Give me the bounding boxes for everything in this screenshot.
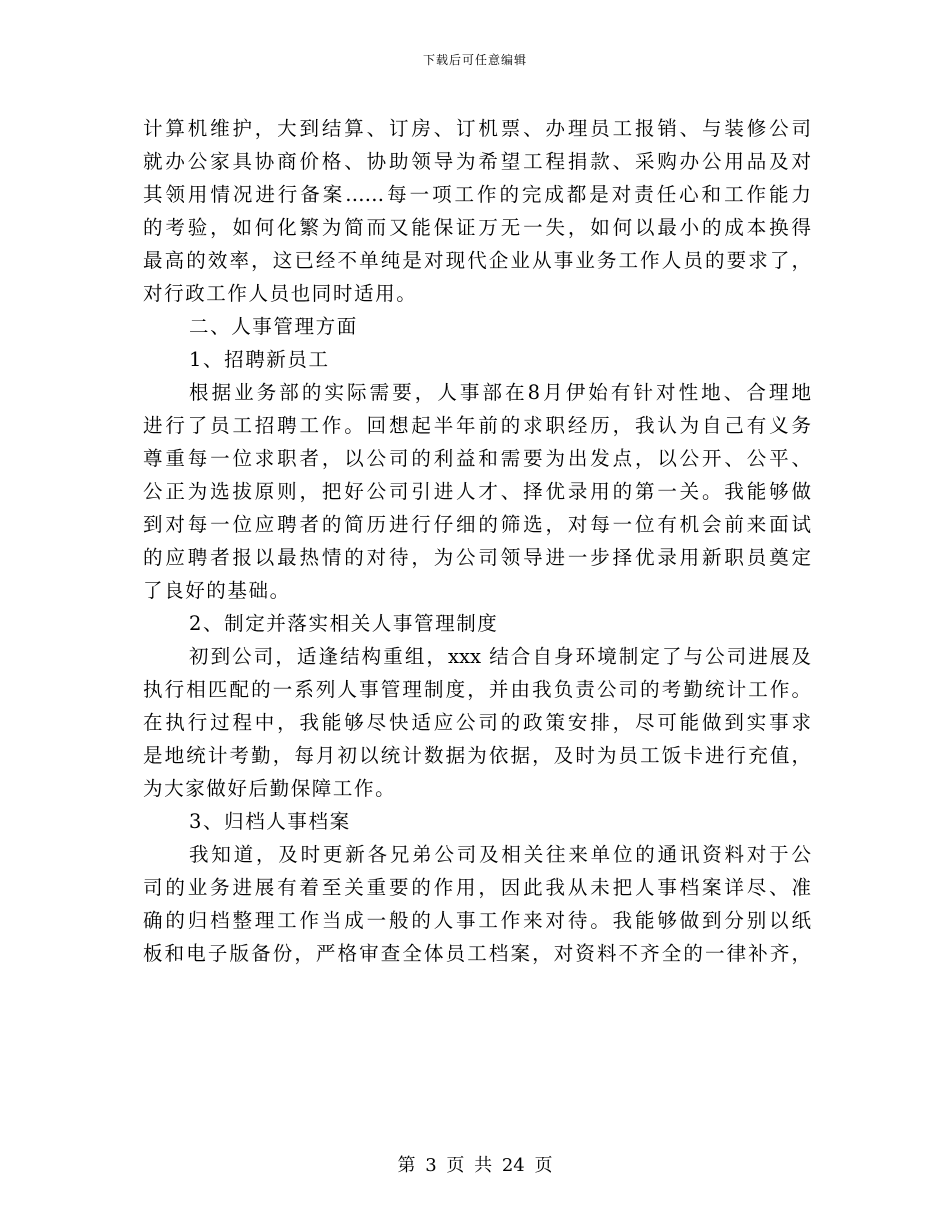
page-header: 下载后可任意编辑 [422,53,527,67]
paragraph-line: 确的归档整理工作当成一般的人事工作来对待。我能够做到分别以纸 [143,909,811,932]
document-body [143,112,811,970]
section-heading: 二、人事管理方面 [189,315,358,338]
paragraph-line: 初到公司，适逢结构重组，xxx 结合自身环境制定了与公司进展及 [189,645,811,668]
paragraph-line: 到对每一位应聘者的简历进行仔细的筛选，对每一位有机会前来面试 [143,513,811,536]
paragraph-line: 的应聘者报以最热情的对待，为公司领导进一步择优录用新职员奠定 [143,546,811,569]
paragraph-line: 我知道，及时更新各兄弟公司及相关往来单位的通讯资料对于公 [189,843,811,866]
subsection-heading: 2、制定并落实相关人事管理制度 [189,612,499,635]
paragraph-line: 其领用情况进行备案……每一项工作的完成都是对责任心和工作能力 [143,183,811,206]
paragraph-line: 就办公家具协商价格、协助领导为希望工程捐款、采购办公用品及对 [143,150,811,173]
paragraph-line: 是地统计考勤，每月初以统计数据为依据，及时为员工饭卡进行充值， [143,744,811,767]
paragraph-line: 司的业务进展有着至关重要的作用，因此我从未把人事档案详尽、准 [143,876,811,899]
paragraph-line: 的考验，如何化繁为简而又能保证万无一失，如何以最小的成本换得 [143,216,811,239]
paragraph-line: 了良好的基础。 [143,579,291,602]
paragraph-line: 尊重每一位求职者，以公司的利益和需要为出发点，以公开、公平、 [143,447,811,470]
paragraph-line: 公正为选拔原则，把好公司引进人才、择优录用的第一关。我能够做 [143,480,811,503]
subsection-heading: 3、归档人事档案 [189,810,351,833]
paragraph-line: 最高的效率，这已经不单纯是对现代企业从事业务工作人员的要求了， [143,249,811,272]
paragraph-line: 板和电子版备份，严格审查全体员工档案，对资料不齐全的一律补齐， [143,942,811,965]
paragraph-line: 为大家做好后勤保障工作。 [143,777,397,800]
paragraph-line: 进行了员工招聘工作。回想起半年前的求职经历，我认为自己有义务 [143,414,811,437]
subsection-heading: 1、招聘新员工 [189,348,330,371]
paragraph-line: 执行相匹配的一系列人事管理制度，并由我负责公司的考勤统计工作。 [143,678,811,701]
paragraph-line: 对行政工作人员也同时适用。 [143,282,418,305]
paragraph-line: 根据业务部的实际需要，人事部在8月伊始有针对性地、合理地 [189,381,811,404]
paragraph-line: 在执行过程中，我能够尽快适应公司的政策安排，尽可能做到实事求 [143,711,811,734]
page-number-footer: 第 3 页 共 24 页 [397,1155,553,1176]
paragraph-line: 计算机维护，大到结算、订房、订机票、办理员工报销、与装修公司 [143,117,811,140]
